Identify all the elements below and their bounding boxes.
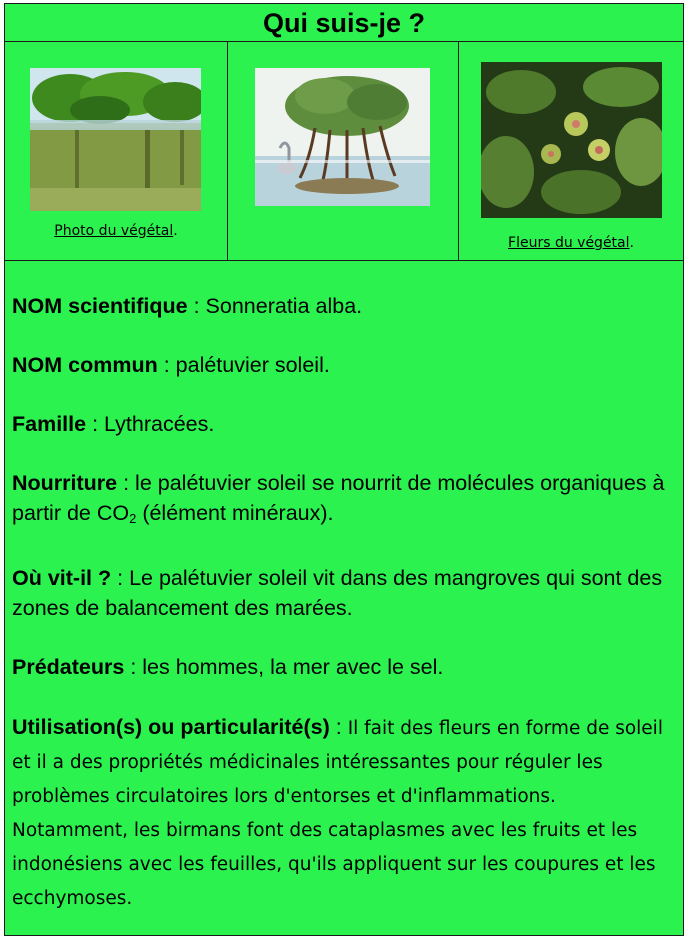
photo-caption: Photo du végétal.	[54, 223, 178, 239]
illustration-cell	[227, 42, 458, 260]
flowers-caption-link[interactable]: Fleurs du végétal	[508, 235, 630, 251]
mangrove-illustration	[255, 68, 430, 206]
field-habitat: Où vit-il ? : Le palétuvier soleil vit dans des mangroves qui sont des zones de balancement des marées.	[12, 566, 663, 620]
photo-cell-flowers	[458, 42, 683, 260]
photo-cell-plant	[5, 42, 227, 260]
description	[5, 261, 683, 915]
flowers-caption: Fleurs du végétal.	[508, 235, 634, 251]
flowers-photo	[481, 62, 662, 218]
field-common-name: NOM commun : palétuvier soleil.	[12, 353, 330, 377]
mangrove-photo	[30, 68, 201, 211]
field-family: Famille : Lythracées.	[12, 412, 215, 436]
field-predators: Prédateurs : les hommes, la mer avec le sel.	[12, 655, 444, 679]
field-food: Nourriture : le palétuvier soleil se nourrit de molécules organiques à partir de $CO_2$ (élément minéraux).	[12, 471, 665, 526]
field-scientific-name: NOM scientifique : Sonneratia alba.	[12, 294, 363, 318]
page-title: Qui suis-je ?	[5, 4, 683, 42]
identity-card	[4, 3, 684, 936]
field-uses: Utilisation(s) ou particularité(s) : Il fait des fleurs en forme de soleil et il a des propriétés médicinales intéressantes pour réguler les problèmes circulatoires lors d'entorses et d'inflammations. Notamment, les birmans font des cataplasmes avec les fruits et les indonésiens avec les feuilles, qu'ils appliquent sur les coupures et les ecchymoses.	[12, 715, 663, 909]
photo-caption-link[interactable]: Photo du végétal	[54, 223, 174, 239]
photo-row	[5, 42, 683, 261]
